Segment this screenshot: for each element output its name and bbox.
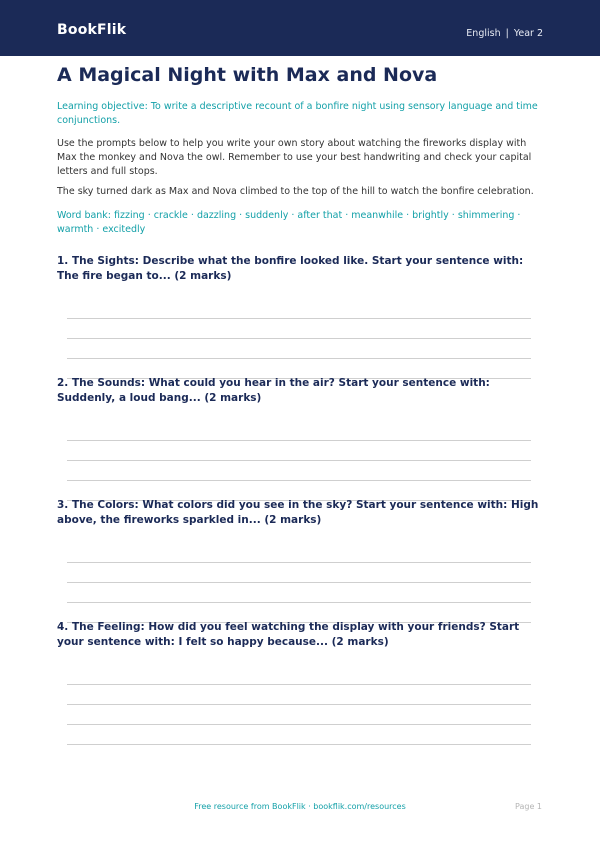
answer-line[interactable] [67, 440, 531, 441]
instructions: Use the prompts below to help you write your own story about watching the fireworks display with Max the monkey and Nova the owl. Remember to use your best handwriting and check your capital letters and full stops. [57, 138, 532, 177]
answer-line[interactable] [67, 724, 531, 725]
answer-line[interactable] [67, 480, 531, 481]
answer-line[interactable] [67, 744, 531, 745]
footer-credit: Free resource from BookFlik · bookflik.com/resources [194, 802, 406, 811]
page-number: Page 1 [515, 802, 542, 811]
answer-line[interactable] [67, 562, 531, 563]
subject-label: English [466, 28, 501, 39]
question-2: 2. The Sounds: What could you hear in the air? Start your sentence with: Suddenly, a loud bang... (2 marks) [57, 377, 490, 404]
question-4: 4. The Feeling: How did you feel watching the display with your friends? Start your sentence with: I felt so happy because... (2 marks) [57, 621, 520, 648]
learning-objective: Learning objective: To write a descriptive recount of a bonfire night using sensory language and time conjunctions. [57, 101, 538, 126]
question-3: 3. The Colors: What colors did you see in the sky? Start your sentence with: High above, the fireworks sparkled in... (2 marks) [57, 499, 539, 526]
question-1: 1. The Sights: Describe what the bonfire looked like. Start your sentence with: The fire began to... (2 marks) [57, 255, 524, 282]
page-title: A Magical Night with Max and Nova [57, 64, 438, 86]
year-label: Year 2 [513, 28, 543, 39]
answer-line[interactable] [67, 318, 531, 319]
brand-logo: BookFlik [57, 22, 127, 38]
answer-line[interactable] [67, 358, 531, 359]
word-bank: Word bank: fizzing · crackle · dazzling · suddenly · after that · meanwhile · brightly · shimmering · warmth · excitedly [57, 210, 521, 235]
separator: | [505, 28, 509, 39]
answer-line[interactable] [67, 704, 531, 705]
answer-line[interactable] [67, 602, 531, 603]
answer-line[interactable] [67, 460, 531, 461]
answer-line[interactable] [67, 684, 531, 685]
header-bar [0, 0, 600, 56]
story-intro: The sky turned dark as Max and Nova climbed to the top of the hill to watch the bonfire celebration. [57, 186, 534, 197]
subject-year [466, 28, 543, 39]
answer-line[interactable] [67, 582, 531, 583]
answer-line[interactable] [67, 338, 531, 339]
